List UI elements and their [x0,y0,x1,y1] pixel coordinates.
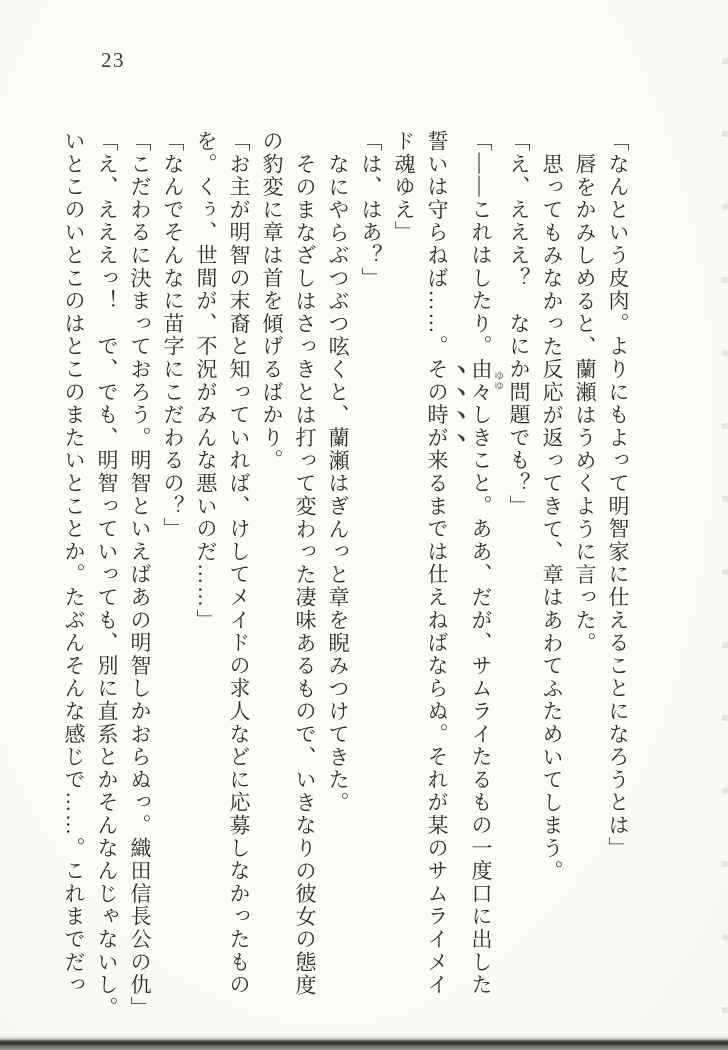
text-segment: そのまなざしはさっきとは打って変わった凄味あるもので、いきなりの彼女の態度 [293,153,317,997]
text-segment: 思ってもみなかった反応が返ってきて、章はあわてふためいてしまう。 [540,153,564,883]
text-line [502,130,535,1027]
text-segment: 「は、はあ？」 [359,130,383,290]
text-segment: 唇をかみしめると、蘭瀬はうめくように言った。 [573,153,597,655]
scan-edge-bottom [0,1036,728,1050]
text-segment: なにやらぶつぶつ呟くと、蘭瀬はぎんっと章を睨みつけてきた。 [326,153,350,815]
text-line [568,130,601,1027]
text-line [90,130,123,1027]
text-line [222,130,255,1027]
text-line [288,130,321,1027]
text-line [123,130,156,1027]
text-line [255,130,288,1027]
text-segment: 「なんでそんなに苗字にこだわるの？」 [161,130,185,541]
text-segment: 「え、えええ？ なにか問題でも？」 [507,130,531,518]
text-segment: 「なんという皮肉。よりにもよって明智家に仕えることになろうとは」 [606,130,630,860]
text-segment: ド魂ゆえ」 [392,130,416,244]
text-line [189,130,222,1027]
text-segment: の豹変に章は首を傾げるばかり。 [260,130,284,472]
text-line [156,130,189,1027]
text-line [453,130,502,1027]
text-segment: しき [469,403,493,450]
text-segment: 「お主が明智の末裔と知っていれば、けしてメイドの求人などに応募しなかったもの [227,130,251,997]
text-line [321,130,354,1027]
text-line [387,130,420,1027]
text-line [420,130,453,1027]
text-line [57,130,90,1027]
text-segment: 誓いは守らねば……。その時が来るまでは仕えねばならぬ。それが某のサムライメイ [425,130,449,997]
text-line [535,130,568,1027]
text-segment: 「こだわるに決まっておろう。明智といえばあの明智しかおらぬっ。織田信長公の仇」 [128,130,152,1020]
page-number: 23 [101,48,125,72]
text-segment: 「え、えええっ！ で、でも、明智っていっても、別に直系とかそんなんじゃないし。 [95,130,119,1020]
text-line [601,130,634,1027]
text-segment: こと。ああ、だが、サムライたるもの一度口に出した [469,449,493,997]
ruby-text-segment: 由々ゆゆ [469,358,503,404]
furigana: ゆゆ [491,358,503,404]
novel-text-block [57,130,634,1027]
text-line [354,130,387,1027]
text-segment: いとこのいとこのはとこのまたいとことか。たぶんそんな感じで……。これまでだっ [62,130,86,997]
text-segment: 「——これはしたり。 [469,130,493,358]
text-segment: を。くぅ、世間が、不況がみんな悪いのだ……」 [194,130,218,632]
scan-edge-right [722,0,728,1036]
